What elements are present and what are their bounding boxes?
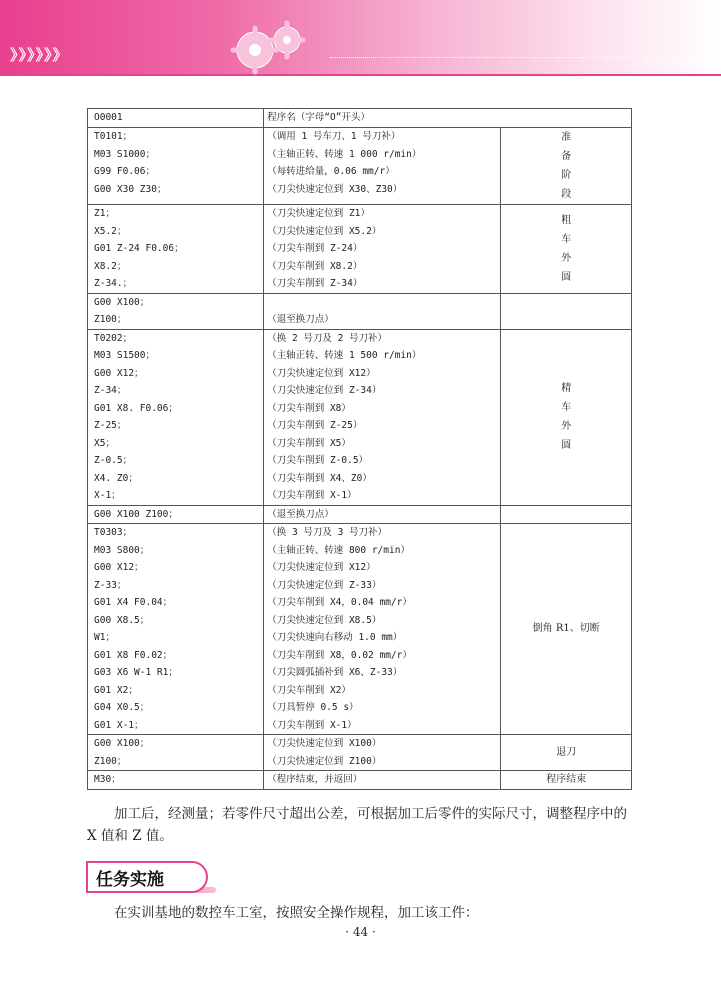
- code-line: G00 X30 Z30；: [94, 183, 167, 195]
- table-section-row: [88, 771, 632, 790]
- section-label: 程序结束: [546, 774, 587, 785]
- code-line: M30；: [94, 774, 121, 785]
- code-line: G01 X4 F0.04；: [94, 597, 173, 608]
- comment-line: （主轴正转、转速 1 500 r/min）: [267, 350, 422, 361]
- section-label-char: 外: [561, 252, 572, 264]
- comment-line: （刀尖快速定位到 Z-33）: [267, 579, 382, 591]
- code-line: T0101；: [94, 131, 133, 142]
- comment-line: [264, 294, 500, 312]
- code-line: G00 X100 Z100；: [94, 508, 178, 520]
- code-line: G00 X12；: [94, 367, 144, 379]
- code-line: W1；: [94, 632, 115, 643]
- section-label-char: 粗: [561, 214, 572, 226]
- page-number: · 44 ·: [345, 925, 376, 939]
- code-line: M03 S1500；: [94, 350, 155, 361]
- code-cell: [88, 735, 264, 771]
- task-paragraph: 在实训基地的数控车工室，按照安全操作规程，加工该工件：: [114, 905, 479, 921]
- section-label-char: 车: [561, 402, 572, 413]
- section-label: 倒角 R1、切断: [532, 623, 600, 634]
- section-label-cell: [501, 205, 632, 294]
- code-line: G03 X6 W-1 R1；: [94, 667, 178, 678]
- section-label-cell: [501, 329, 632, 505]
- section-label-char: 精: [561, 383, 572, 394]
- comment-cell: [264, 771, 501, 790]
- program-number: O0001: [88, 109, 264, 128]
- comment-line: （刀尖车削到 X-1）: [267, 490, 357, 501]
- comment-line: （刀尖快速定位到 X12）: [267, 562, 376, 573]
- code-cell: [88, 128, 264, 205]
- comment-line: （刀尖快速定位到 X30、Z30）: [267, 183, 403, 195]
- comment-line: （刀尖车削到 Z-0.5）: [267, 455, 369, 466]
- code-line: X-1；: [94, 490, 121, 501]
- section-label-cell: [501, 505, 632, 524]
- comment-cell: [264, 505, 501, 524]
- section-label-cell: [501, 524, 632, 735]
- comment-line: （刀尖车削到 X8，0.02 mm/r）: [267, 649, 412, 661]
- comment-line: （主轴正转、转速 1 000 r/min）: [267, 148, 422, 160]
- code-line: M03 S1000；: [94, 148, 155, 160]
- code-line: G01 X2；: [94, 684, 138, 696]
- comment-line: （退至换刀点）: [267, 314, 334, 325]
- table-section-row: [88, 205, 632, 294]
- comment-line: （刀尖快速定位到 X8.5）: [267, 614, 382, 626]
- comment-line: （刀尖圆弧插补到 X6、Z-33）: [267, 667, 403, 678]
- comment-line: （刀尖车削到 Z-34）: [267, 278, 363, 289]
- header-divider: [0, 74, 721, 76]
- code-line: G01 X-1；: [94, 719, 144, 731]
- code-line: X8.2；: [94, 260, 127, 272]
- section-label: 退刀: [556, 746, 577, 758]
- table-section-row: [88, 293, 632, 329]
- comment-cell: [264, 329, 501, 505]
- comment-line: （刀尖快速定位到 Z-34）: [267, 385, 382, 396]
- comment-line: （换 3 号刀及 3 号刀补）: [267, 527, 388, 538]
- code-line: Z100；: [94, 314, 127, 325]
- section-label-cell: [501, 128, 632, 205]
- code-line: G00 X8.5；: [94, 614, 150, 626]
- section-label-char: 准: [561, 132, 572, 143]
- code-line: G01 X8. F0.06；: [94, 402, 178, 414]
- comment-line: （主轴正转、转速 800 r/min）: [267, 544, 410, 556]
- comment-line: （刀尖快速定位到 X5.2）: [267, 225, 382, 237]
- page-header-banner: [0, 0, 721, 76]
- chevron-decoration: 》》》》》》: [10, 46, 69, 64]
- section-label-char: 备: [561, 151, 572, 162]
- comment-line: （退至换刀点）: [267, 508, 334, 520]
- code-line: X4. Z0；: [94, 472, 138, 484]
- comment-line: （刀尖车削到 X2）: [267, 684, 351, 696]
- table-section-row: [88, 735, 632, 771]
- table-title-row: [88, 109, 632, 128]
- code-line: T0303；: [94, 527, 133, 538]
- comment-cell: [264, 524, 501, 735]
- section-label-char: 段: [561, 189, 572, 200]
- code-line: M03 S800；: [94, 544, 150, 556]
- comment-line: （换 2 号刀及 2 号刀补）: [267, 332, 388, 344]
- comment-line: （刀尖快速定位到 X12）: [267, 367, 376, 379]
- comment-cell: [264, 128, 501, 205]
- section-label-cell: [501, 771, 632, 790]
- code-line: G01 Z-24 F0.06；: [94, 243, 184, 254]
- comment-cell: [264, 293, 501, 329]
- code-line: G00 X100；: [94, 296, 150, 308]
- code-cell: [88, 505, 264, 524]
- comment-line: （刀尖快速定位到 Z100）: [267, 755, 382, 767]
- code-cell: [88, 293, 264, 329]
- gears-icon: [225, 18, 315, 78]
- comment-line: （刀尖快速向右移动 1.0 mm）: [267, 632, 403, 643]
- table-section-row: [88, 524, 632, 735]
- task-heading: [86, 859, 206, 893]
- program-table: [87, 108, 632, 790]
- table-section-row: [88, 329, 632, 505]
- comment-cell: [264, 205, 501, 294]
- program-name-text: 程序名（字母“O”开头）: [267, 112, 370, 123]
- comment-line: （刀尖车削到 Z-24）: [267, 243, 363, 254]
- code-line: G00 X100；: [94, 738, 150, 749]
- comment-line: （刀尖车削到 X8.2）: [267, 260, 363, 272]
- comment-line: （调用 1 号车刀、1 号刀补）: [267, 131, 401, 142]
- code-line: G00 X12；: [94, 562, 144, 573]
- code-cell: [88, 329, 264, 505]
- comment-line: （刀尖车削到 X4、Z0）: [267, 472, 372, 484]
- section-label-char: 外: [561, 421, 572, 432]
- table-section-row: [88, 505, 632, 524]
- code-cell: [88, 205, 264, 294]
- comment-line: （程序结束，并返回）: [267, 774, 363, 785]
- code-line: G04 X0.5；: [94, 702, 150, 713]
- code-line: Z-34.；: [94, 278, 133, 289]
- code-cell: [88, 524, 264, 735]
- comment-line: （每转进给量，0.06 mm/r）: [267, 166, 395, 177]
- section-label-char: 车: [561, 233, 572, 245]
- code-line: G01 X8 F0.02；: [94, 649, 173, 661]
- header-dotted-line: [330, 57, 690, 58]
- section-label-char: 圆: [561, 271, 572, 283]
- measurement-paragraph: 加工后，经测量；若零件尺寸超出公差，可根据加工后零件的实际尺寸，调整程序中的 X 值和 Z 值。: [87, 806, 627, 844]
- program-name-comment: [264, 109, 632, 128]
- section-label-cell: [501, 293, 632, 329]
- code-line: X5；: [94, 437, 115, 449]
- comment-line: （刀尖车削到 X5）: [267, 437, 351, 449]
- code-line: Z1；: [94, 208, 115, 219]
- comment-line: （刀尖车削到 Z-25）: [267, 420, 363, 431]
- comment-line: （刀尖快速定位到 Z1）: [267, 208, 370, 219]
- comment-cell: [264, 735, 501, 771]
- comment-line: （刀尖车削到 X4，0.04 mm/r）: [267, 597, 412, 608]
- section-label-cell: [501, 735, 632, 771]
- table-section-row: [88, 128, 632, 205]
- code-line: Z-34；: [94, 385, 127, 396]
- code-line: T0202；: [94, 332, 133, 344]
- code-line: Z-0.5；: [94, 455, 133, 466]
- code-cell: [88, 771, 264, 790]
- code-line: G99 F0.06；: [94, 166, 155, 177]
- comment-line: （刀尖车削到 X-1）: [267, 719, 357, 731]
- section-label-char: 圆: [561, 440, 572, 451]
- comment-line: （刀具暂停 0.5 s）: [267, 702, 359, 713]
- section-label-char: 阶: [561, 170, 572, 181]
- code-line: Z-33；: [94, 579, 127, 591]
- comment-line: （刀尖车削到 X8）: [267, 402, 351, 414]
- task-title: 任务实施: [96, 870, 164, 890]
- code-line: X5.2；: [94, 225, 127, 237]
- code-line: Z-25；: [94, 420, 127, 431]
- code-line: Z100；: [94, 755, 127, 767]
- comment-line: （刀尖快速定位到 X100）: [267, 738, 382, 749]
